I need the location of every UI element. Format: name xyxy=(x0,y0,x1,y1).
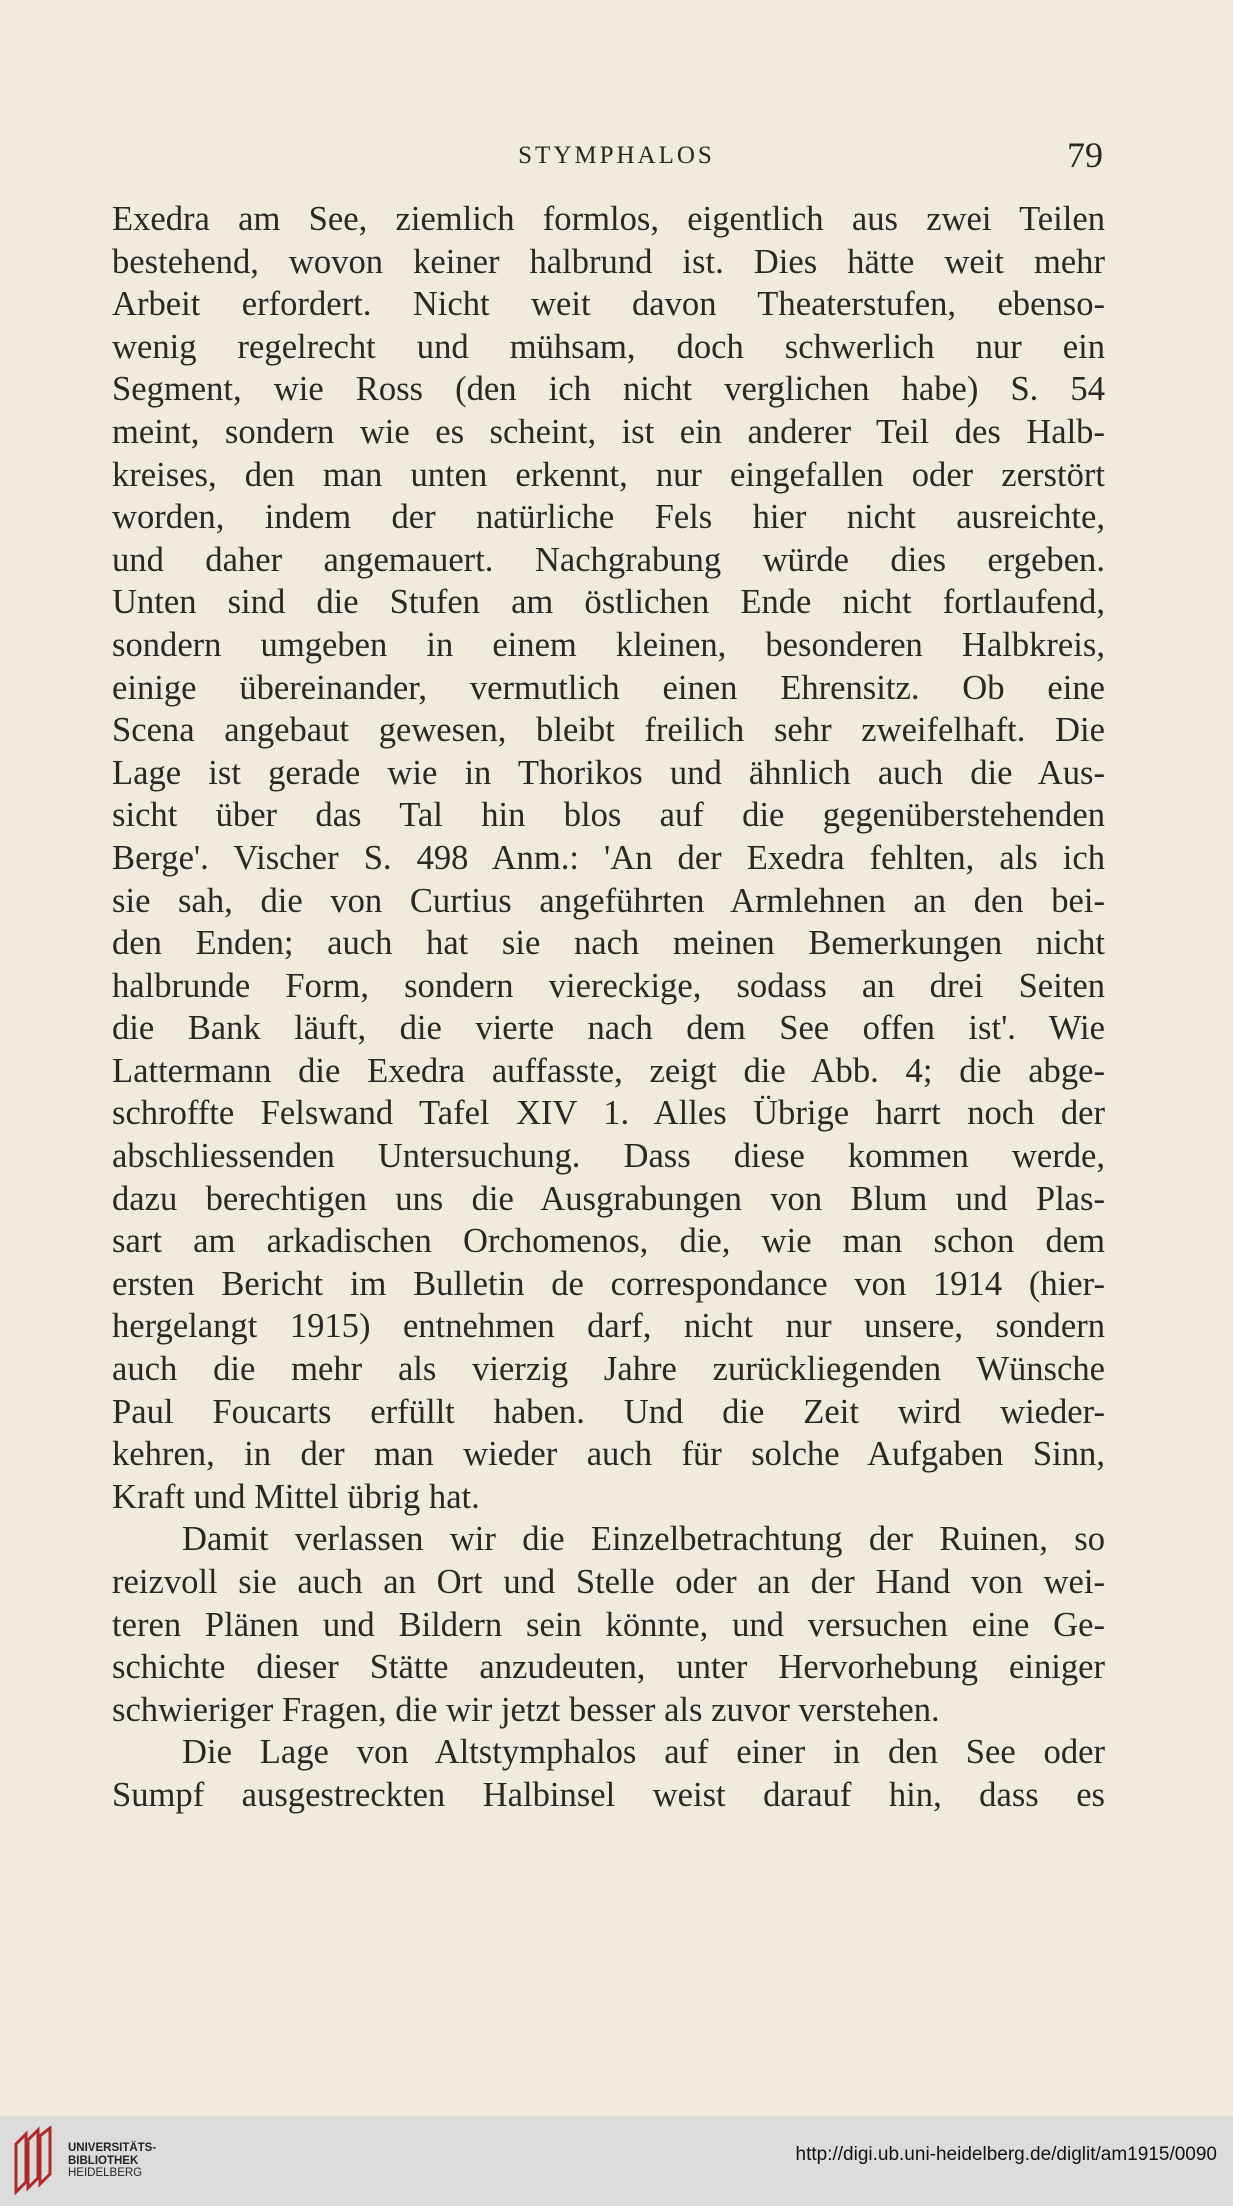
text-line: Unten sind die Stufen am östlichen Ende nicht fortlaufend, xyxy=(112,583,1105,622)
text-line: wenig regelrecht und mühsam, doch schwerlich nur ein xyxy=(112,327,1105,366)
text-line: teren Plänen und Bildern sein könnte, und versuchen eine Ge- xyxy=(112,1605,1105,1644)
page-number: 79 xyxy=(1067,135,1103,175)
text-line: Lage ist gerade wie in Thorikos und ähnlich auch die Aus- xyxy=(112,753,1105,792)
footer-bar xyxy=(0,2116,1233,2206)
text-line: schwieriger Fragen, die wir jetzt besser als zuvor verstehen. xyxy=(112,1690,940,1729)
text-line: kreises, den man unten erkennt, nur eingefallen oder zerstört xyxy=(112,455,1105,494)
text-line: die Bank läuft, die vierte nach dem See offen ist'. Wie xyxy=(112,1009,1105,1048)
text-line: sicht über das Tal hin blos auf die gegenüberstehenden xyxy=(112,796,1105,835)
text-line: den Enden; auch hat sie nach meinen Bemerkungen nicht xyxy=(112,924,1105,963)
text-line: Kraft und Mittel übrig hat. xyxy=(112,1477,480,1516)
text-line: schroffte Felswand Tafel XIV 1. Alles Übrige harrt noch der xyxy=(112,1094,1105,1133)
text-line: Damit verlassen wir die Einzelbetrachtung der Ruinen, so xyxy=(182,1520,1105,1559)
text-line: ersten Bericht im Bulletin de correspondance von 1914 (hier- xyxy=(112,1264,1105,1303)
text-line: meint, sondern wie es scheint, ist ein anderer Teil des Halb- xyxy=(112,412,1105,451)
text-line: schichte dieser Stätte anzudeuten, unter Hervorhebung einiger xyxy=(112,1648,1105,1687)
text-line: Scena angebaut gewesen, bleibt freilich sehr zweifelhaft. Die xyxy=(112,711,1105,750)
text-line: sie sah, die von Curtius angeführten Armlehnen an den bei- xyxy=(112,881,1105,920)
text-line: Berge'. Vischer S. 498 Anm.: 'An der Exedra fehlten, als ich xyxy=(112,838,1105,877)
text-line: worden, indem der natürliche Fels hier nicht ausreichte, xyxy=(112,498,1105,537)
body-text xyxy=(112,198,1105,1817)
text-line: abschliessenden Untersuchung. Dass diese kommen werde, xyxy=(112,1137,1105,1176)
text-line: bestehend, wovon keiner halbrund ist. Dies hätte weit mehr xyxy=(112,242,1105,281)
text-line: auch die mehr als vierzig Jahre zurückliegenden Wünsche xyxy=(112,1350,1105,1389)
text-line: einige übereinander, vermutlich einen Ehrensitz. Ob eine xyxy=(112,668,1105,707)
source-url-link[interactable]: http://digi.ub.uni-heidelberg.de/diglit/am1915/0090 xyxy=(795,2144,1217,2165)
text-line: halbrunde Form, sondern viereckige, sodass an drei Seiten xyxy=(112,966,1105,1005)
library-name-line: UNIVERSITÄTS- xyxy=(68,2142,157,2154)
text-line: und daher angemauert. Nachgrabung würde dies ergeben. xyxy=(112,540,1105,579)
text-line: sondern umgeben in einem kleinen, besonderen Halbkreis, xyxy=(112,625,1105,664)
text-line: Die Lage von Altstymphalos auf einer in den See oder xyxy=(182,1733,1105,1772)
running-header: STYMPHALOS xyxy=(518,142,715,169)
text-line: sart am arkadischen Orchomenos, die, wie man schon dem xyxy=(112,1222,1105,1261)
library-name-line: HEIDELBERG xyxy=(68,2167,143,2179)
text-line: Sumpf ausgestreckten Halbinsel weist darauf hin, dass es xyxy=(112,1775,1105,1814)
text-line: Lattermann die Exedra auffasste, zeigt die Abb. 4; die abge- xyxy=(112,1051,1105,1090)
text-line: Arbeit erfordert. Nicht weit davon Theaterstufen, ebenso- xyxy=(112,285,1105,324)
text-line: reizvoll sie auch an Ort und Stelle oder an der Hand von wei- xyxy=(112,1563,1105,1601)
text-line: Segment, wie Ross (den ich nicht verglichen habe) S. 54 xyxy=(112,370,1105,409)
text-line: dazu berechtigen uns die Ausgrabungen von Blum und Plas- xyxy=(112,1179,1105,1218)
university-library-logo-icon xyxy=(12,2126,56,2196)
text-line: Paul Foucarts erfüllt haben. Und die Zeit wird wieder- xyxy=(112,1392,1105,1431)
text-line: Exedra am See, ziemlich formlos, eigentlich aus zwei Teilen xyxy=(112,200,1105,238)
text-line: kehren, in der man wieder auch für solche Aufgaben Sinn, xyxy=(112,1435,1105,1474)
text-line: hergelangt 1915) entnehmen darf, nicht nur unsere, sondern xyxy=(112,1307,1105,1346)
library-name xyxy=(68,2142,156,2180)
library-name-line: BIBLIOTHEK xyxy=(68,2154,139,2167)
